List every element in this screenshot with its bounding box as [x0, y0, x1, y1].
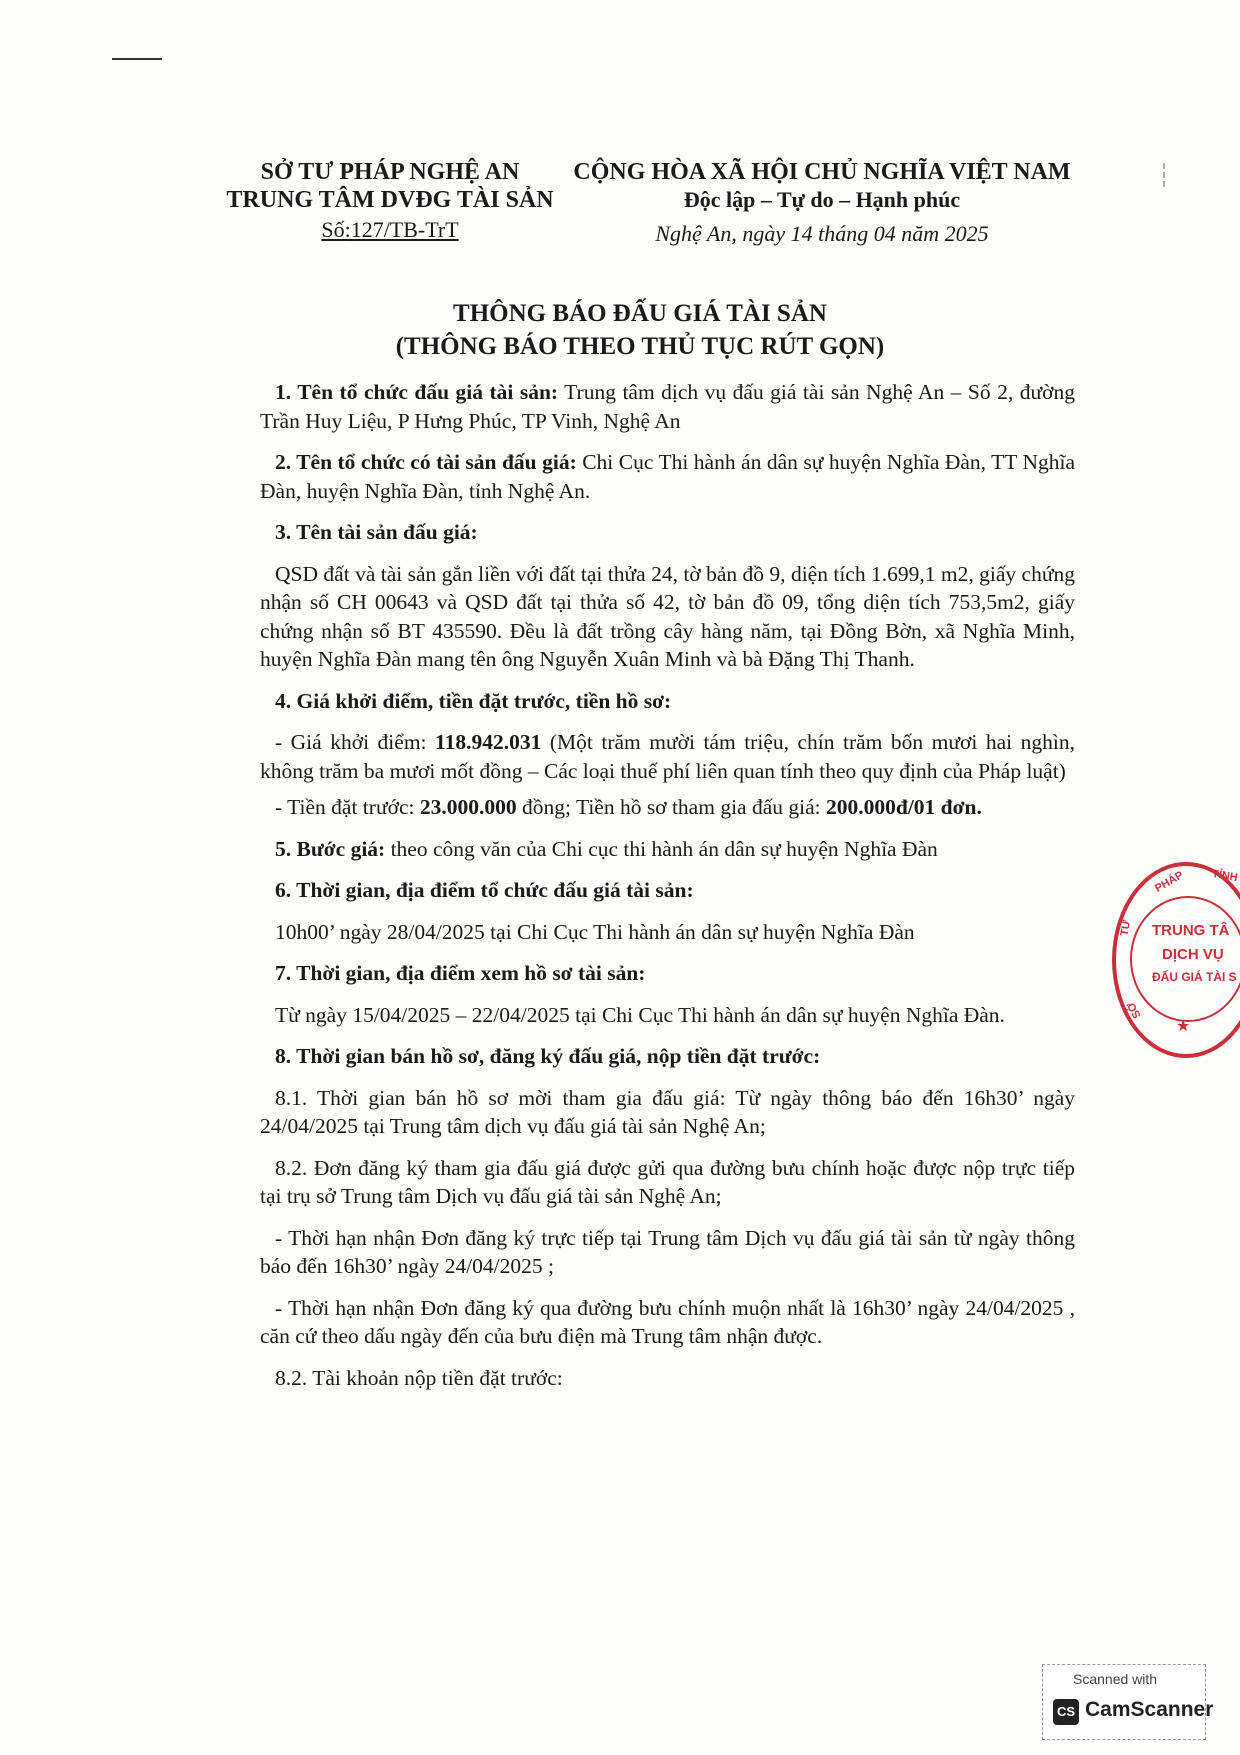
document-number	[205, 216, 575, 244]
issue-date: Nghệ An, ngày 14 tháng 04 năm 2025	[655, 221, 989, 246]
section-8-2-direct: - Thời hạn nhận Đơn đăng ký trực tiếp tại Trung tâm Dịch vụ đấu giá tài sản từ ngày thông báo đến 16h30’ ngày 24/04/2025 ;	[260, 1225, 1075, 1278]
section-7-label: 7. Thời gian, địa điểm xem hồ sơ tài sản:	[275, 961, 646, 985]
watermark-caption: Scanned with	[1073, 1671, 1158, 1687]
red-seal-stamp	[1112, 862, 1240, 1058]
camscanner-watermark	[1042, 1664, 1214, 1740]
section-8-label: 8. Thời gian bán hồ sơ, đăng ký đấu giá, nộp tiền đặt trước:	[275, 1044, 821, 1068]
section-6-label: 6. Thời gian, địa điểm tổ chức đấu giá tài sản:	[275, 878, 694, 902]
section-3-label: 3. Tên tài sản đấu giá:	[275, 520, 478, 544]
seal-arc-top-right: TỈNH	[1211, 867, 1239, 885]
motto: Độc lập – Tự do – Hạnh phúc	[683, 187, 961, 212]
seal-arc-left2: SỞ	[1124, 999, 1144, 1021]
camscanner-logo-icon: CS	[1053, 1699, 1079, 1725]
deposit-mid: đồng; Tiền hồ sơ tham gia đấu giá:	[516, 795, 826, 819]
document-title	[140, 297, 1140, 363]
number-value: :127/TB-TrT	[344, 217, 459, 242]
section-6-text: 10h00’ ngày 28/04/2025 tại Chi Cục Thi hành án dân sự huyện Nghĩa Đàn	[275, 919, 915, 944]
section-8-2: 8.2. Đơn đăng ký tham gia đấu giá được gửi qua đường bưu chính hoặc được nộp trực tiếp tại trụ sở Trung tâm Dịch vụ đấu giá tài sản Nghệ An;	[260, 1155, 1075, 1208]
deposit-prefix: - Tiền đặt trước:	[275, 795, 420, 819]
section-5	[275, 835, 1075, 864]
seal-line1: TRUNG TÂ	[1152, 922, 1230, 939]
section-8-1: 8.1. Thời gian bán hồ sơ mời tham gia đấu giá: Từ ngày thông báo đến 16h30’ ngày 24/04/2025 tại Trung tâm dịch vụ đấu giá tài sản Nghệ An;	[260, 1085, 1075, 1138]
seal-line3: ĐẤU GIÁ TÀI S	[1152, 970, 1237, 984]
section-8-2-postal: - Thời hạn nhận Đơn đăng ký qua đường bưu chính muộn nhất là 16h30’ ngày 24/04/2025 , căn cứ theo dấu ngày đến của bưu điện mà Trung tâm nhận được.	[260, 1295, 1075, 1348]
agency-name: SỞ TƯ PHÁP NGHỆ AN	[260, 159, 520, 185]
corner-mark	[112, 58, 162, 60]
section-5-label: 5. Bước giá:	[275, 836, 386, 861]
watermark-brand: CamScanner	[1085, 1698, 1214, 1721]
section-2-text: Chi Cục Thi hành án dân sự huyện Nghĩa Đàn, TT Nghĩa Đàn, huyện Nghĩa Đàn, tỉnh Nghệ An.	[260, 450, 1076, 503]
section-1	[260, 378, 1075, 435]
section-3-text: QSD đất và tài sản gắn liền với đất tại thửa 24, tờ bản đồ 9, diện tích 1.699,1 m2, giấy chứng nhận số CH 00643 và QSD đất tại thửa số 42, tờ bản đồ 09, tổng diện tích 753,5m2, giấy chứng nhận số BT 435590. Đều là đất trồng cây hàng năm, tại Đồng Bờn, xã Nghĩa Minh, huyện Nghĩa Đàn mang tên ông Nguyễn Xuân Minh và bà Đặng Thị Thanh.	[260, 561, 1075, 671]
header-left	[205, 158, 575, 244]
header-right	[572, 158, 1072, 248]
document-body	[260, 378, 1076, 1405]
section-4-label: 4. Giá khởi điểm, tiền đặt trước, tiền hồ sơ:	[275, 688, 672, 713]
seal-star-icon: ★	[1176, 1018, 1191, 1035]
section-7-text: Từ ngày 15/04/2025 – 22/04/2025 tại Chi Cục Thi hành án dân sự huyện Nghĩa Đàn.	[275, 1002, 1005, 1027]
section-1-label: 1. Tên tổ chức đấu giá tài sản:	[275, 380, 559, 404]
seal-arc-left: TƯ	[1118, 919, 1134, 937]
price-value: 118.942.031	[435, 730, 542, 754]
title-line1: THÔNG BÁO ĐẤU GIÁ TÀI SẢN	[453, 300, 827, 327]
section-5-text: theo công văn của Chi cục thi hành án dân sự huyện Nghĩa Đàn	[385, 836, 938, 861]
starting-price	[260, 728, 1075, 785]
price-prefix: - Giá khởi điểm:	[275, 730, 436, 754]
section-2-label: 2. Tên tổ chức có tài sản đấu giá:	[275, 450, 577, 474]
fee-value: 200.000đ/01 đơn.	[826, 795, 982, 819]
margin-mark	[1163, 163, 1167, 187]
number-prefix: Số	[321, 217, 345, 242]
section-1-text: Trung tâm dịch vụ đấu giá tài sản Nghệ An – Số 2, đường Trần Huy Liệu, P Hưng Phúc, TP Vinh, Nghệ An	[260, 380, 1075, 433]
section-8-3: 8.2. Tài khoản nộp tiền đặt trước:	[275, 1365, 563, 1390]
seal-arc-top: PHÁP	[1153, 869, 1186, 895]
center-name: TRUNG TÂM DVĐG TÀI SẢN	[226, 187, 554, 213]
title-line2: (THÔNG BÁO THEO THỦ TỤC RÚT GỌN)	[395, 333, 885, 360]
price-text: (Một trăm mười tám triệu, chín trăm bốn mươi hai nghìn, không trăm ba mươi mốt đồng – Các loại thuế phí liên quan tính theo quy định của Pháp luật)	[260, 730, 1075, 783]
deposit-line	[275, 793, 1075, 822]
deposit-value: 23.000.000	[419, 795, 517, 819]
seal-line2: DỊCH VỤ	[1162, 946, 1224, 963]
section-2	[260, 448, 1075, 505]
country-name: CỘNG HÒA XÃ HỘI CHỦ NGHĨA VIỆT NAM	[573, 159, 1071, 185]
